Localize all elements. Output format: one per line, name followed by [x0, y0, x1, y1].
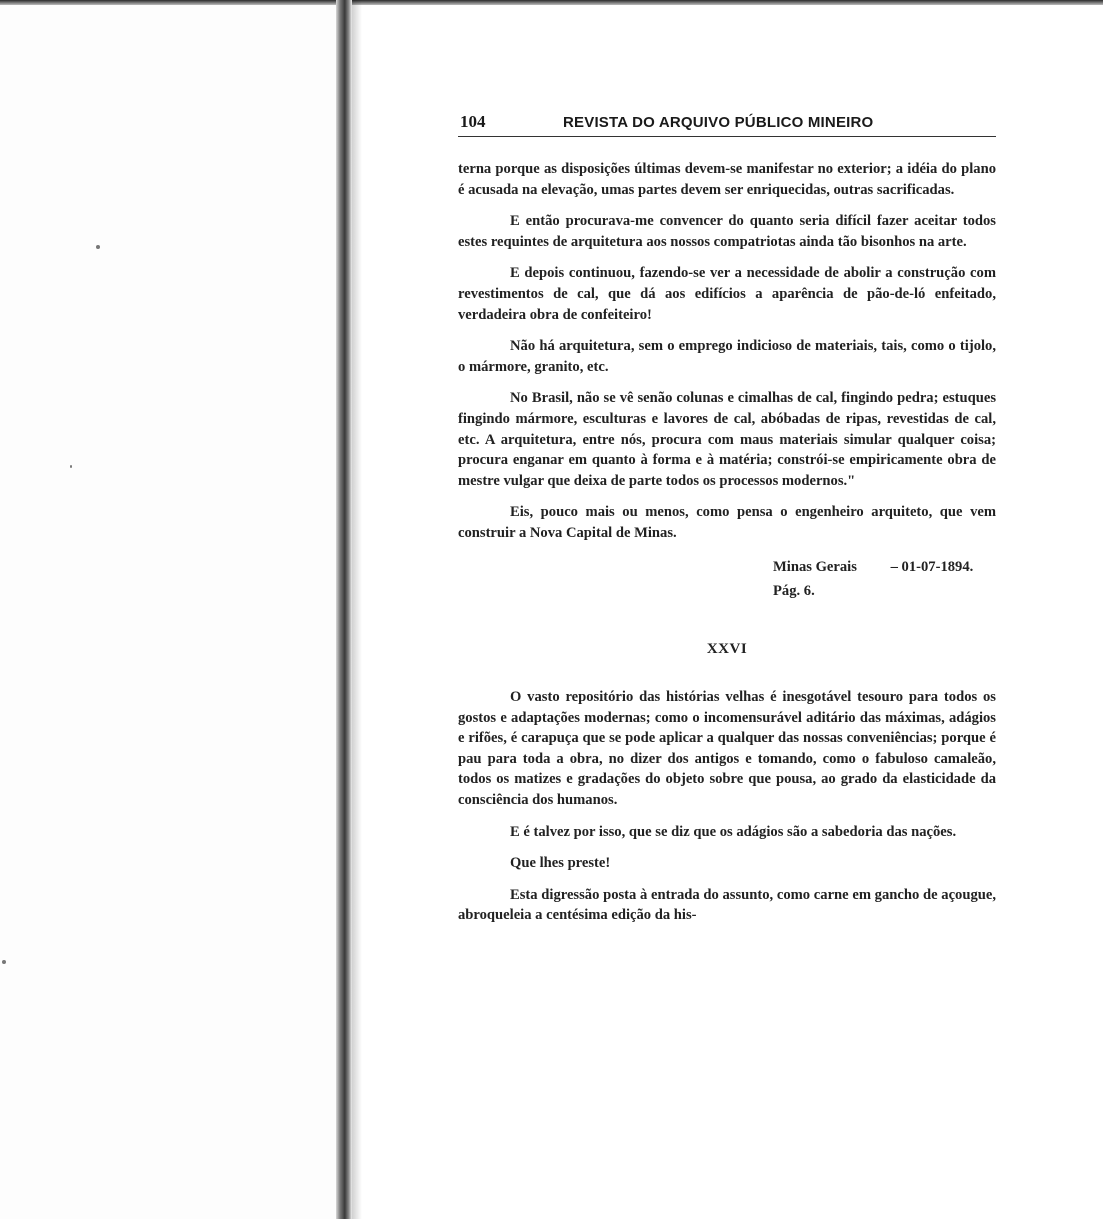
scan-speck [96, 245, 100, 249]
left-page-blank [0, 5, 336, 1219]
paragraph: O vasto repositório das histórias velhas é inesgotável tesouro para todos os gostos e adaptações modernas; como o incomensurável aditário das máximas, adágios e rifões, é carapuça que se pode aplicar a qualquer das nossas conveniências; porque é pau para toda a obra, no dizer dos antigos e tomando, como o fabuloso camaleão, todos os matizes e gradações do objeto sobre que pousa, ao grado da elasticidade da consciência dos humanos. [458, 689, 996, 809]
paragraph: Não há arquitetura, sem o emprego indicioso de materiais, tais, como o tijolo, o mármore, granito, etc. [458, 338, 996, 375]
page-number: 104 [460, 112, 486, 131]
page-header [458, 110, 996, 137]
paragraph: Que lhes preste! [510, 855, 611, 872]
scan-speck [70, 465, 72, 468]
scan-speck [2, 960, 6, 964]
citation-date: 01-07-1894. [901, 558, 974, 575]
paragraph: Esta digressão posta à entrada do assunto, como carne em gancho de açougue, abroqueleia a centésima edição da his- [458, 886, 996, 924]
book-spine [336, 0, 352, 1219]
citation-source: Minas Gerais [773, 558, 857, 575]
source-citation [773, 555, 996, 603]
spine-shadow [352, 0, 362, 1219]
paragraph: E então procurava-me convencer do quanto seria difícil fazer aceitar todos estes requintes de arquitetura aos nossos compatriotas ainda tão bisonhos na arte. [458, 213, 996, 250]
section-heading: XXVI [706, 640, 748, 657]
paragraph: E depois continuou, fazendo-se ver a necessidade de abolir a construção com revestimentos de cal, que dá aos edifícios a aparência de pão-de-ló enfeitado, verdadeira obra de confeiteiro! [458, 265, 996, 323]
paragraph: No Brasil, não se vê senão colunas e cimalhas de cal, fingindo pedra; estuques fingindo mármore, esculturas e lavores de cal, abóbadas de ripas, revestidas de cal, etc. A arquitetura, entre nós, procura com maus materiais simular qualquer coisa; procura enganar em quanto à forma e à matéria; constrói-se empiricamente obra de mestre vulgar que deixa de parte todos os processos modernos." [458, 390, 996, 489]
running-title: REVISTA DO ARQUIVO PÚBLICO MINEIRO [563, 114, 874, 131]
page-body [458, 159, 996, 926]
paragraph: terna porque as disposições últimas devem-se manifestar no exterior; a idéia do plano é acusada na elevação, umas partes devem ser enriquecidas, outras sacrificadas. [458, 161, 996, 198]
paragraph: E é talvez por isso, que se diz que os adágios são a sabedoria das nações. [510, 823, 957, 840]
citation-page: Pág. 6. [773, 582, 815, 599]
paragraph: Eis, pouco mais ou menos, como pensa o engenheiro arquiteto, que vem construir a Nova Capital de Minas. [458, 504, 996, 541]
right-page [458, 110, 996, 937]
citation-separator: – [890, 558, 898, 575]
